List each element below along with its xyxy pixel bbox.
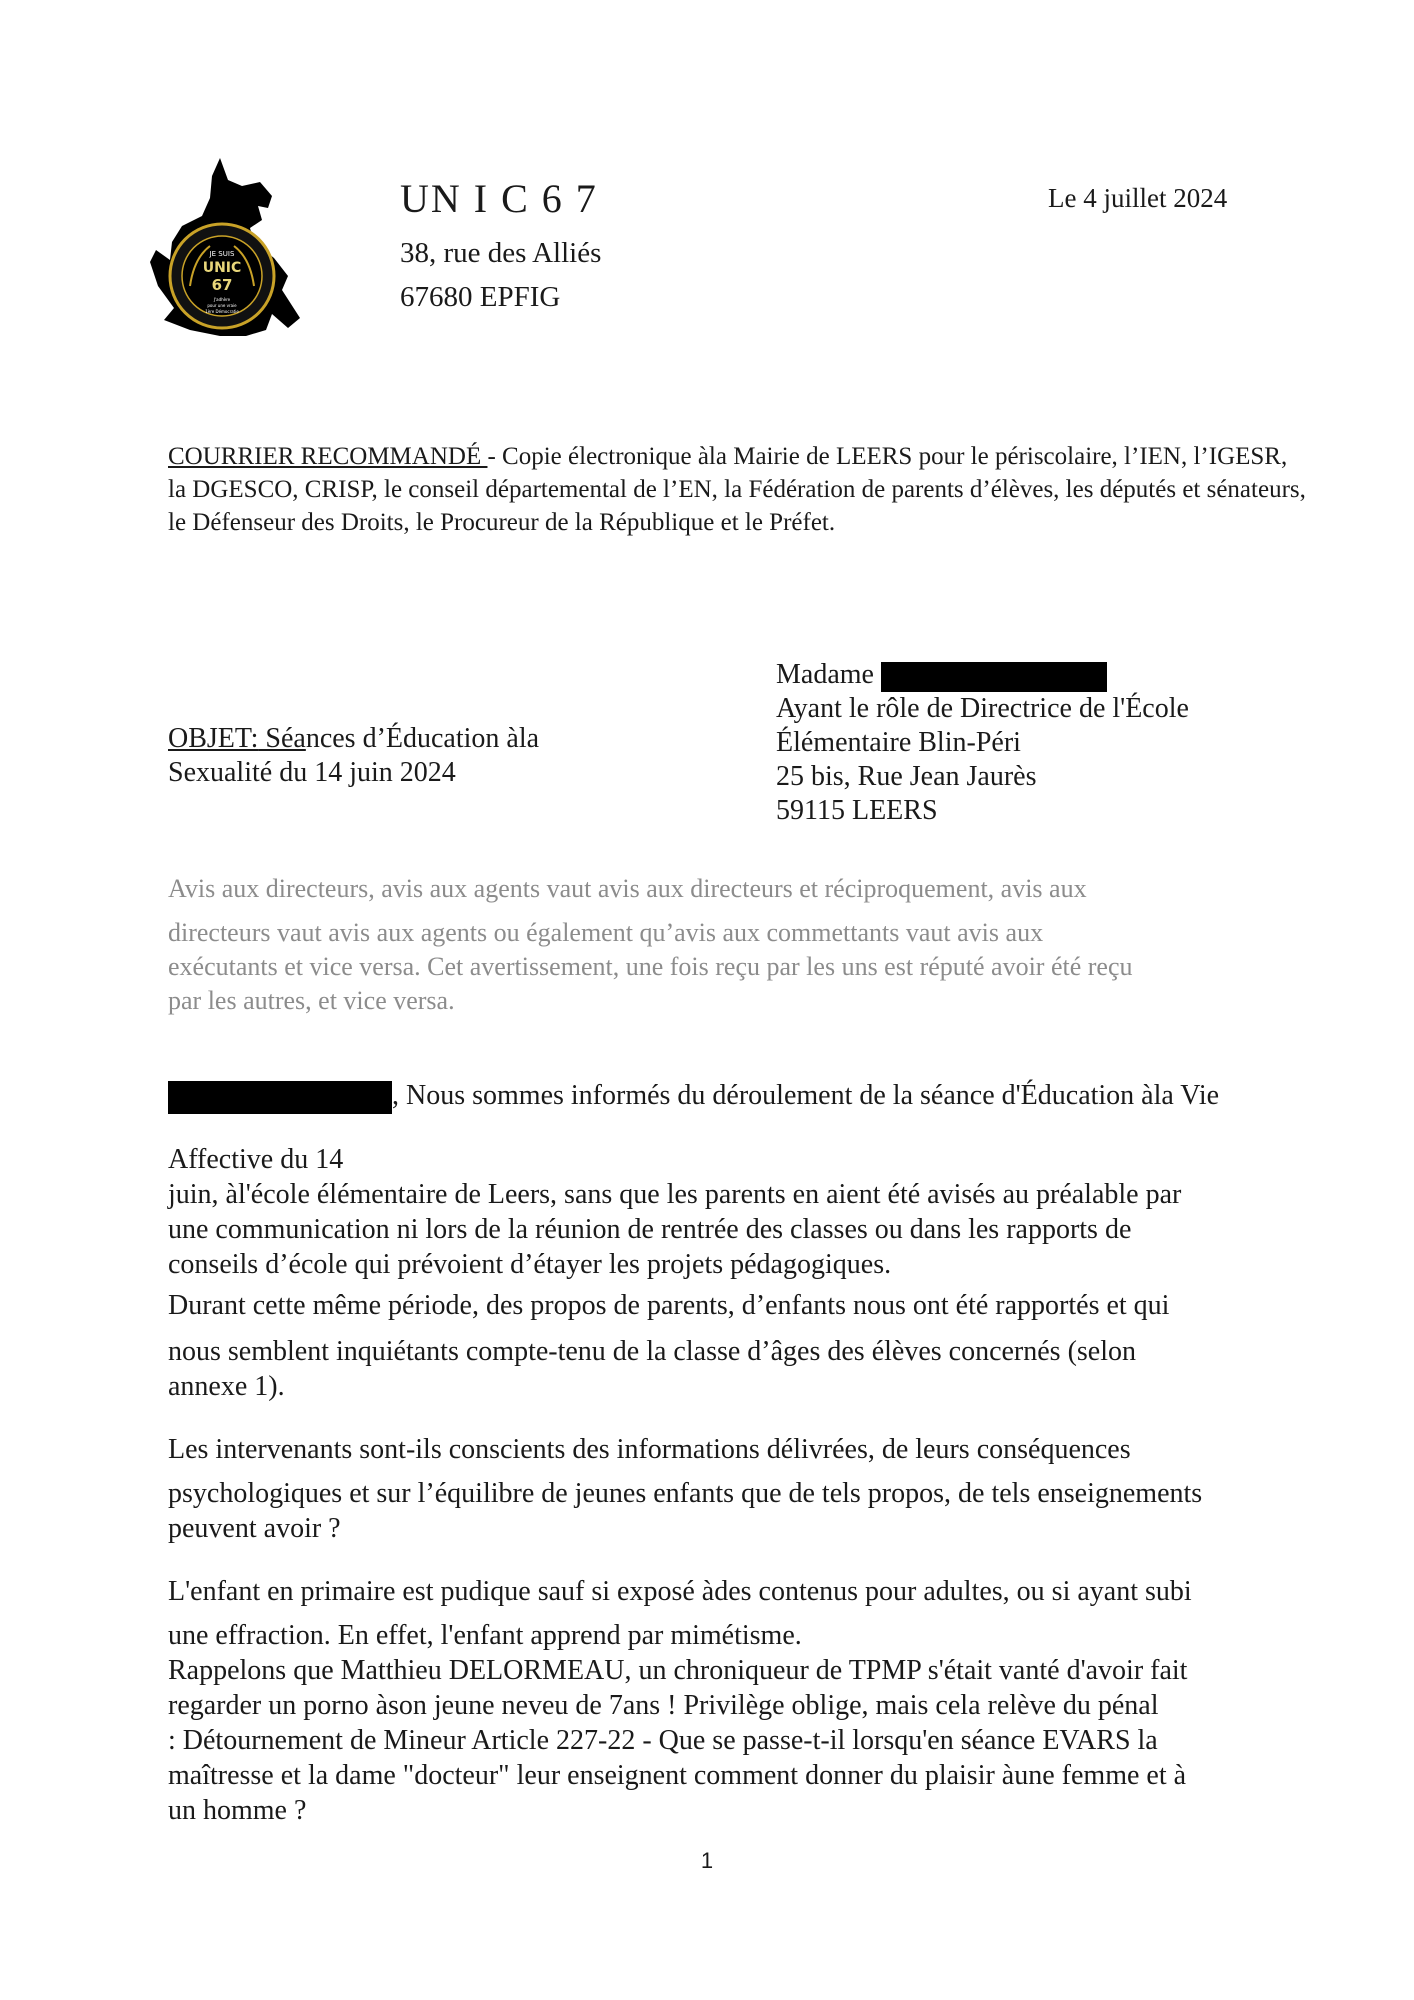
body-line: une effraction. En effet, l'enfant apprend par mimétisme.: [168, 1620, 802, 1651]
body-line: juin, àl'école élémentaire de Leers, sans que les parents en aient été avisés au préalable par: [168, 1179, 1182, 1210]
notice-line: exécutants et vice versa. Cet avertissement, une fois reçu par les uns est réputé avoir été reçu: [168, 952, 1133, 981]
recipient-role: Ayant le rôle de Directrice de l'École: [776, 693, 1189, 724]
body-line: peuvent avoir ?: [168, 1513, 341, 1544]
letter-subject: [168, 722, 539, 790]
body-line: regarder un porno àson jeune neveu de 7ans ! Privilège oblige, mais cela relève du pénal: [168, 1690, 1159, 1721]
body-paragraph-3: [168, 1432, 1308, 1546]
notice-line: par les autres, et vice versa.: [168, 986, 455, 1015]
body-paragraph-4: [168, 1574, 1308, 1828]
notice-line: directeurs vaut avis aux agents ou également qu’avis aux commettants vaut avis aux: [168, 918, 1044, 947]
recipient-address: [776, 658, 1189, 828]
objet-underlined-part: Séa: [258, 723, 306, 754]
body-line: annexe 1).: [168, 1371, 285, 1402]
redacted-name-bar: [168, 1081, 392, 1114]
body-line: Durant cette même période, des propos de parents, d’enfants nous ont été rapportés et qui: [168, 1290, 1170, 1321]
recipient-street: 25 bis, Rue Jean Jaurès: [776, 761, 1037, 792]
objet-line1-rest: nces d’Éducation àla: [305, 723, 540, 754]
recipient-school: Élémentaire Blin-Péri: [776, 727, 1021, 758]
logo-badge-main: UNIC: [202, 260, 242, 276]
body-line: une communication ni lors de la réunion de rentrée des classes ou dans les rapports de: [168, 1214, 1132, 1245]
recipient-salutation: Madame: [776, 659, 874, 690]
recommande-label: COURRIER RECOMMANDÉ: [168, 443, 488, 470]
body-paragraph-2: [168, 1288, 1308, 1404]
body-line: : Détournement de Mineur Article 227-22 - Que se passe-t-il lorsqu'en séance EVARS la: [168, 1725, 1158, 1756]
courrier-recommande-block: [168, 440, 1308, 539]
body-line: conseils d’école qui prévoient d’étayer les projets pédagogiques.: [168, 1249, 892, 1280]
body-line: Rappelons que Matthieu DELORMEAU, un chroniqueur de TPMP s'était vanté d'avoir fait: [168, 1655, 1188, 1686]
body-line: L'enfant en primaire est pudique sauf si exposé àdes contenus pour adultes, ou si ayant subi: [168, 1576, 1192, 1607]
notice-line: Avis aux directeurs, avis aux agents vaut avis aux directeurs et réciproquement, avis aux: [168, 874, 1087, 903]
body-line: Les intervenants sont-ils conscients des informations délivrées, de leurs conséquences: [168, 1434, 1131, 1465]
body-line: , Nous sommes informés du déroulement de la séance d'Éducation àla Vie: [392, 1080, 1220, 1111]
body-line: nous semblent inquiétants compte-tenu de la classe d’âges des élèves concernés (selon: [168, 1336, 1137, 1367]
body-line: maîtresse et la dame "docteur" leur enseignent comment donner du plaisir àune femme et à: [168, 1760, 1187, 1791]
legal-notice: [168, 872, 1308, 1018]
svg-text:pour une vraie: pour une vraie: [207, 303, 237, 308]
objet-line2: Sexualité du 14 juin 2024: [168, 757, 456, 788]
recommande-copy-list: - Copie électronique àla Mairie de LEERS pour le périscolaire, l’IEN, l’IGESR, la DGESCO, CRISP, le conseil départemental de l’EN, la Fédération de parents d’élèves, les députés et sénateurs, le Défenseur des Droits, le Procureur de la République et le Préfet.: [168, 443, 1306, 536]
body-paragraph-1: [168, 1142, 1308, 1282]
redacted-name-bar: [881, 662, 1107, 692]
logo-badge-top: JE SUIS: [209, 250, 235, 258]
svg-text:J'adhère: J'adhère: [213, 297, 231, 302]
body-paragraph-1-opening: [168, 1078, 1308, 1114]
org-address-line1: 38, rue des Alliés: [400, 237, 602, 269]
body-line: psychologiques et sur l’équilibre de jeunes enfants que de tels propos, de tels enseignements: [168, 1478, 1203, 1509]
logo-badge-num: 67: [211, 276, 233, 294]
unic67-logo: [150, 158, 310, 348]
org-address-line2: 67680 EPFIG: [400, 281, 561, 313]
objet-label: OBJET:: [168, 723, 259, 754]
letter-date: Le 4 juillet 2024: [1048, 183, 1228, 213]
page-number: 1: [700, 1848, 714, 1873]
svg-text:1ère Démocratie: 1ère Démocratie: [205, 309, 239, 314]
body-line: Affective du 14: [168, 1144, 344, 1175]
body-line: un homme ?: [168, 1795, 307, 1826]
recipient-city: 59115 LEERS: [776, 795, 938, 826]
org-name: UN I C 6 7: [400, 176, 598, 221]
